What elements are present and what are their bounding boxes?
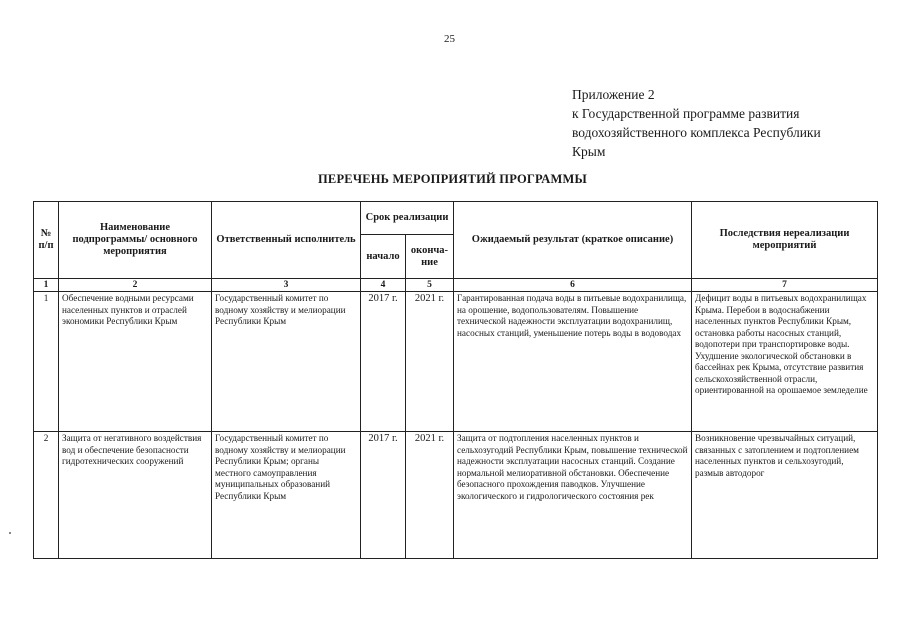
row-result-cell: Защита от подтопления населенных пунктов и сельхозугодий Республики Крым, повышение технической надежности эксплуатации насосных станций. Создание нормальной мелиоративной обстановки. Обеспечение безопасного прохождения паводков. Улучшение экологического и гидрологического состояния рек — [454, 432, 692, 559]
header-start: начало — [361, 235, 406, 279]
row-end-cell: 2021 г. — [406, 432, 454, 559]
appendix-line: водохозяйственного комплекса Республики — [572, 125, 821, 140]
appendix-block — [572, 85, 821, 161]
document-title: ПЕРЕЧЕНЬ МЕРОПРИЯТИЙ ПРОГРАММЫ — [318, 172, 587, 186]
appendix-line: Приложение 2 — [572, 87, 655, 102]
appendix-line: Крым — [572, 144, 606, 159]
column-numbers-row — [34, 279, 878, 292]
row-consequences-cell: Возникновение чрезвычайных ситуаций, связанных с затоплением и подтоплением населенных пунктов и сельхозугодий, размыв автодорог — [692, 432, 878, 559]
scan-speck — [9, 532, 11, 534]
appendix-line: к Государственной программе развития — [572, 106, 800, 121]
table-row — [34, 292, 878, 432]
row-name-cell: Защита от негативного воздействия вод и обеспечение безопасности гидротехнических сооружений — [59, 432, 212, 559]
row-name-cell: Обеспечение водными ресурсами населенных пунктов и отраслей экономики Республики Крым — [59, 292, 212, 432]
page-number: 25 — [444, 33, 455, 45]
header-row — [34, 202, 878, 235]
column-number: 4 — [361, 279, 406, 292]
column-number: 3 — [212, 279, 361, 292]
column-number: 1 — [34, 279, 59, 292]
header-term: Срок реализации — [361, 202, 454, 235]
row-consequences-cell: Дефицит воды в питьевых водохранилищах Крыма. Перебои в водоснабжении населенных пунктов Республики Крым, остановка работы насосных станций, водопотери при транспортировке воды. Ухудшение экологической обстановки в бассейнах рек Крыма, отсутствие развития сельскохозяйственной отрасли, ориентированной на орошаемое земледелие — [692, 292, 878, 432]
header-end: оконча-ние — [406, 235, 454, 279]
measures-table — [33, 201, 878, 559]
row-start-cell: 2017 г. — [361, 292, 406, 432]
column-number: 2 — [59, 279, 212, 292]
table-row — [34, 432, 878, 559]
column-number: 6 — [454, 279, 692, 292]
row-executor-cell: Государственный комитет по водному хозяйству и мелиорации Республики Крым — [212, 292, 361, 432]
row-end-cell: 2021 г. — [406, 292, 454, 432]
column-number: 7 — [692, 279, 878, 292]
row-num-cell: 1 — [34, 292, 59, 432]
row-result-cell: Гарантированная подача воды в питьевые водохранилища, на орошение, водопользователям. Повышение технической надежности эксплуатации водохранилищ, насосных станций, уменьшение потерь воды в водоводах — [454, 292, 692, 432]
header-name: Наименование подпрограммы/ основного мероприятия — [59, 202, 212, 279]
header-consequences: Последствия нереализации мероприятий — [692, 202, 878, 279]
row-executor-cell: Государственный комитет по водному хозяйству и мелиорации Республики Крым; органы местного самоуправления муниципальных образований Республики Крым — [212, 432, 361, 559]
column-number: 5 — [406, 279, 454, 292]
header-executor: Ответственный исполнитель — [212, 202, 361, 279]
row-num-cell: 2 — [34, 432, 59, 559]
row-start-cell: 2017 г. — [361, 432, 406, 559]
header-result: Ожидаемый результат (краткое описание) — [454, 202, 692, 279]
header-num: № п/п — [34, 202, 59, 279]
